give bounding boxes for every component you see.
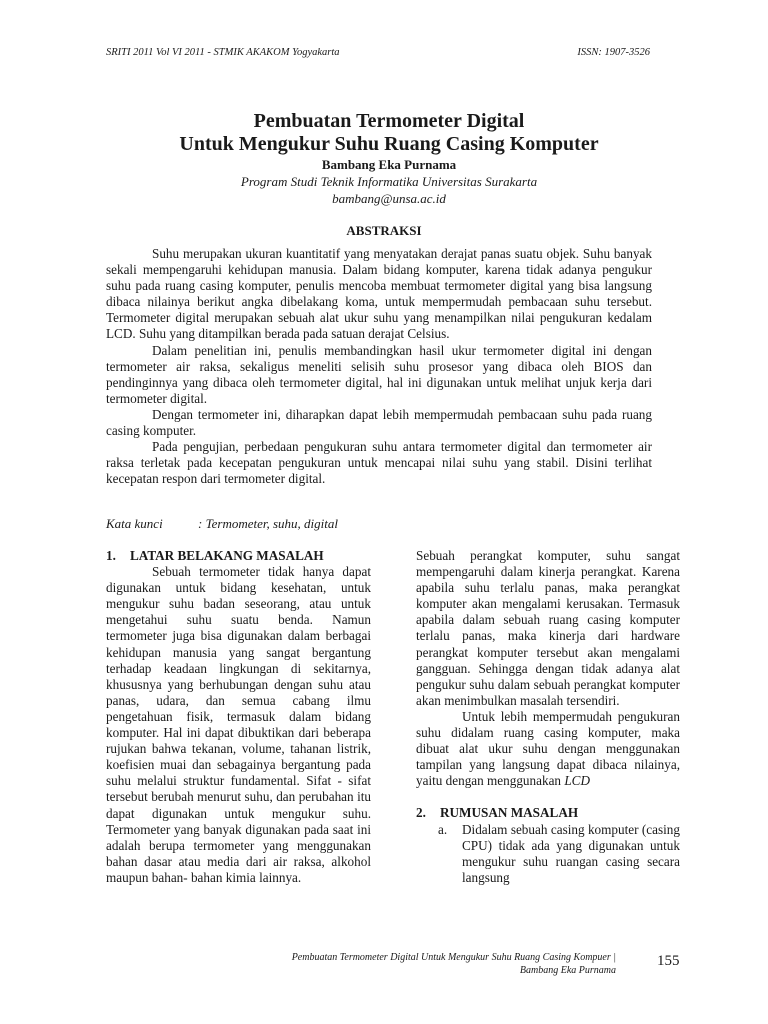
abstract-paragraph: Suhu merupakan ukuran kuantitatif yang menyatakan derajat panas suatu objek. Suhu banyak sekali mempengaruhi kehidupan manusia. Dalam bidang komputer, karena tidak adanya pengukur suhu pada ruang casing komputer, penulis mencoba membuat termometer digital yang bisa langsung dibaca nilainya berikut angka dibelakang koma, untuk mempermudah pembacaan suhu tersebut. Termometer digital merupakan sebuah alat ukur suhu yang menampilkan nilai pengukuran kedalam LCD. Suhu yang ditampilkan berada pada satuan derajat Celsius. bbox=[106, 246, 652, 342]
running-header bbox=[106, 47, 650, 58]
footer-title: Pembuatan Termometer Digital Untuk Mengukur Suhu Ruang Casing Kompuer | bbox=[291, 952, 616, 963]
body-paragraph-italic: LCD bbox=[564, 773, 590, 789]
title-block bbox=[100, 110, 678, 207]
list-marker: a. bbox=[438, 821, 448, 837]
section-title: RUMUSAN MASALAH bbox=[440, 805, 579, 821]
section-number: 2. bbox=[416, 805, 426, 821]
author-email: bambang@unsa.ac.id bbox=[332, 191, 446, 206]
running-footer bbox=[286, 951, 616, 977]
body-paragraph bbox=[416, 709, 680, 789]
abstract-paragraph: Dalam penelitian ini, penulis membandingkan hasil ukur termometer digital ini dengan termometer air raksa, sekaligus meneliti selisih suhu prosesor yang dibaca oleh BIOS dan pendinginnya yang dibaca oleh termometer digital, hal ini digunakan untuk melihat unjuk kerja dari termometer digital. bbox=[106, 342, 652, 406]
author-affiliation: Program Studi Teknik Informatika Universitas Surakarta bbox=[240, 174, 538, 189]
section-number: 1. bbox=[106, 548, 116, 563]
list-item bbox=[416, 822, 680, 886]
right-column bbox=[416, 548, 680, 886]
spacer bbox=[416, 789, 680, 805]
left-column bbox=[106, 548, 371, 886]
body-paragraph: Sebuah termometer tidak hanya dapat digunakan untuk bidang kesehatan, untuk mengukur suhu badan seseorang, atau untuk mengetahui suhu suatu benda. Namun termometer juga bisa digunakan dalam berbagai kehidupan manusia yang sangat bergantung terhadap keadaan lingkungan di sekitarnya, khususnya yang berhubungan dengan suhu atau panas, udara, dan semua cabang ilmu pengetahuan fisik, termasuk dalam bidang komputer. Hal ini dapat dibuktikan dari beberapa rujukan bahwa tekanan, volume, tahanan listrik, koefisien muai dan sebagainya bergantung pada suhu melalui struktur fundamental. Sifat - sifat tersebut berubah menurut suhu, dan perubahan itu dapat digunakan untuk mengukur suhu. Termometer yang banyak digunakan pada saat ini adalah berupa termometer yang menggunakan bahan dasar atau media dari air raksa, alkohol maupun bahan- bahan kimia lainnya. bbox=[106, 564, 371, 885]
paper-title-line-1: Pembuatan Termometer Digital bbox=[253, 110, 525, 132]
author-name: Bambang Eka Purnama bbox=[321, 157, 457, 172]
abstract-paragraph: Dengan termometer ini, diharapkan dapat lebih mempermudah pembacaan suhu pada ruang casing komputer. bbox=[106, 406, 652, 439]
running-header-right: ISSN: 1907-3526 bbox=[577, 47, 650, 58]
paper-title bbox=[100, 110, 678, 156]
abstract-heading: ABSTRAKSI bbox=[346, 223, 422, 238]
section-title: LATAR BELAKANG MASALAH bbox=[130, 548, 324, 563]
abstract-paragraph: Pada pengujian, perbedaan pengukuran suhu antara termometer digital dan termometer air raksa terletak pada kecepatan pengukuran untuk mencapai nilai suhu yang stabil. Disini terlihat kecepatan respon dari termometer digital. bbox=[106, 439, 652, 487]
page-number: 155 bbox=[657, 953, 680, 969]
section-heading-1 bbox=[106, 548, 371, 564]
list-item-text: Didalam sebuah casing komputer (casing CPU) tidak ada yang digunakan untuk mengukur suhu ruangan casing secara langsung bbox=[462, 821, 680, 885]
footer-author: Bambang Eka Purnama bbox=[519, 965, 616, 976]
body-paragraph-text: Untuk lebih mempermudah pengukuran suhu didalam ruang casing komputer, maka dibuat alat ukur suhu dengan menggunakan tampilan yang langsung dapat dibaca nilainya, yaitu dengan menggunakan bbox=[416, 708, 680, 789]
abstract-body bbox=[106, 246, 652, 487]
running-header-left: SRITI 2011 Vol VI 2011 - STMIK AKAKOM Yogyakarta bbox=[106, 47, 340, 58]
keywords-value: : Termometer, suhu, digital bbox=[198, 516, 338, 531]
body-paragraph: Sebuah perangkat komputer, suhu sangat mempengaruhi dalam kinerja perangkat. Karena apabila suhu terlalu panas, maka perangkat komputer akan mengalami kerusakan. Termasuk apabila dalam sebuah ruang casing komputer terlalu panas, maka kinerja dari hardware perangkat komputer tersebut akan mengalami gangguan. Sehingga dengan tidak adanya alat pengukur suhu dalam sebuah perangkat komputer akan menimbulkan masalah tersendiri. bbox=[416, 548, 680, 708]
problem-list bbox=[416, 822, 680, 886]
section-heading-2 bbox=[416, 805, 680, 821]
keywords bbox=[106, 516, 338, 532]
paper-title-line-2: Untuk Mengukur Suhu Ruang Casing Komputer bbox=[179, 133, 599, 155]
keywords-label: Kata kunci bbox=[106, 516, 163, 531]
